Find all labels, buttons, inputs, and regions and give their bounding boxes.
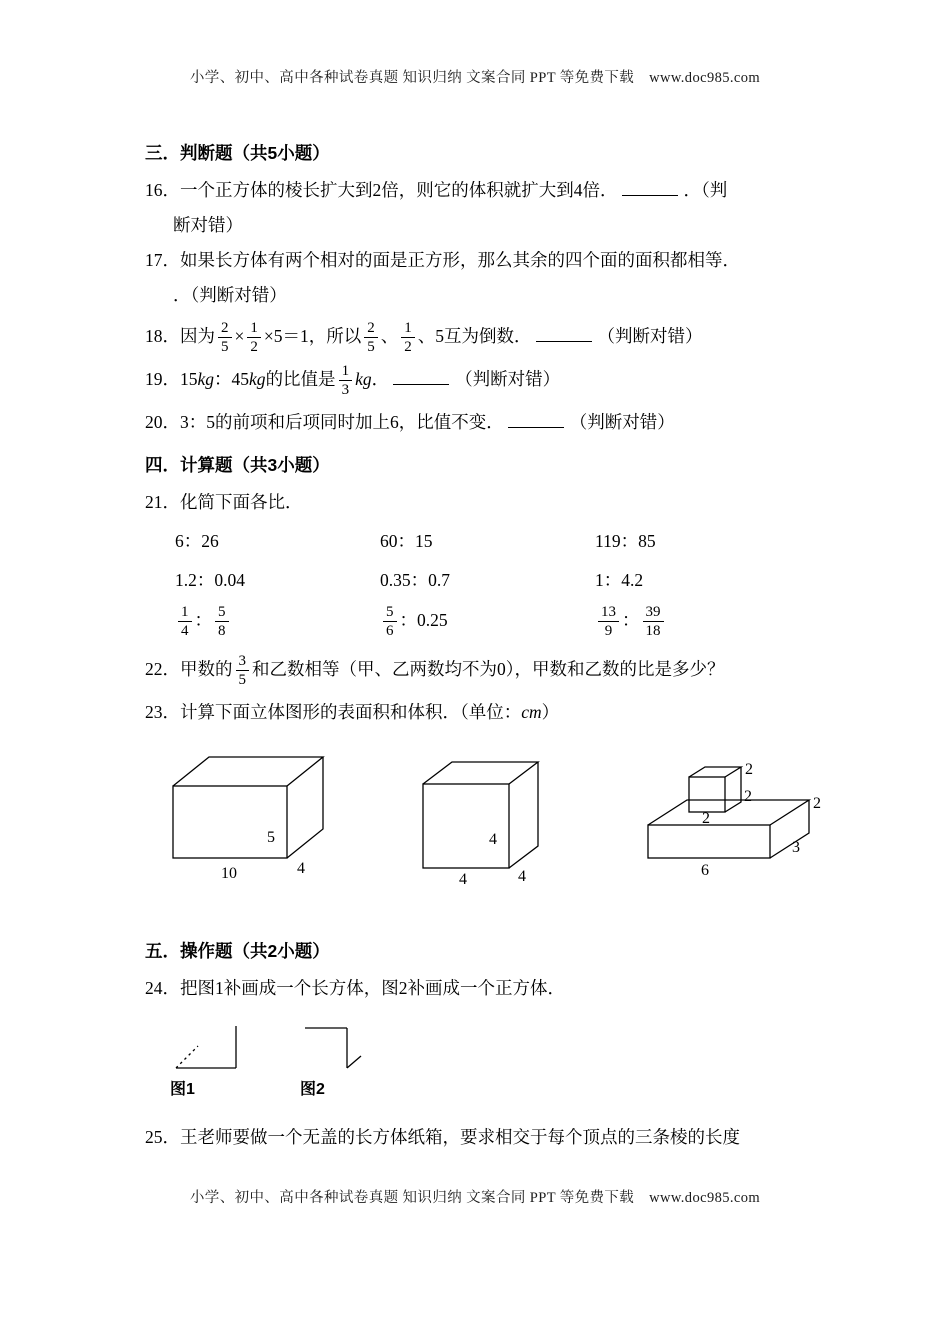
fraction: $\frac{1}{3}$ [339,363,353,399]
text-run: kg [249,368,266,389]
header-promo-text: 小学、初中、高中各种试卷真题 知识归纳 文案合同 PPT 等免费下载 www.doc985.com [189,70,761,86]
cuboid-outline [173,757,323,858]
small-cube-side-label: 2 [744,787,752,805]
answer-blank [536,327,592,342]
text-run: cm [521,701,542,722]
text-run: ．（判 [683,180,728,200]
text-run: 19．15 [145,368,198,389]
section-title-operation: 五．操作题（共2小题） [145,940,330,961]
base-right-label: 2 [813,794,821,812]
text-run: （判断对错） [597,326,703,346]
figure-1-sketch [170,1018,245,1074]
ratio-cell [595,604,823,640]
cube-depth-label: 4 [518,867,526,885]
cube-front-label: 4 [489,830,497,848]
fraction: $\frac{5}{8}$ [215,604,229,640]
footer-promo-text: 小学、初中、高中各种试卷真题 知识归纳 文案合同 PPT 等免费下载 www.doc985.com [189,1190,761,1206]
question-19 [145,362,823,399]
text-run: ：45 [214,368,250,389]
fraction: $\frac{1}{2}$ [247,320,261,356]
ratio-cell [175,526,380,556]
text-run: 60：15 [380,530,433,551]
text-run: 22．甲数的 [145,658,233,679]
base-length-label: 6 [701,861,709,879]
question-16 [145,173,823,243]
figure-1-block [170,1018,245,1100]
figure-1-lines [176,1026,236,1068]
question-25 [145,1120,823,1155]
text-run: × [234,326,245,346]
section-title-calculation: 四．计算题（共3小题） [145,454,330,475]
text-run: ．（判断对错） [173,285,287,305]
cube-bottom-label: 4 [459,870,467,886]
question-20 [145,405,823,440]
answer-blank [393,370,449,385]
text-run: （判断对错） [569,411,675,432]
text-run: 119：85 [595,530,656,551]
text-run: 0.35：0.7 [380,569,450,590]
figure-2-lines [305,1028,361,1068]
section-title-judgment: 三．判断题（共5小题） [145,143,330,163]
ratio-cell [380,604,595,640]
small-cube-bottom-label: 2 [702,809,710,827]
figure-2-label: 图2 [300,1080,325,1098]
text-run: 18．因为 [145,326,215,346]
question-18 [145,319,823,356]
text-run: ） [541,701,560,722]
text-run: ： [194,609,212,630]
text-run: 20．3：5的前项和后项同时加上6，比值不变． [145,411,504,432]
solid-figures-row [145,740,823,908]
cuboid-height-label: 5 [267,828,275,846]
answer-blank [508,413,564,428]
text-run: 和乙数相等（甲、乙两数均不为0），甲数和乙数的比是多少？ [252,658,725,679]
text-run: 17．如果长方体有两个相对的面是正方形，那么其余的四个面的面积都相等． [145,250,740,270]
question-21 [145,485,823,520]
base-depth-label: 3 [792,838,800,856]
text-run: ． [371,368,390,389]
small-cube-top-label: 2 [745,760,753,778]
ratio-cell [175,604,380,640]
ratio-cell [595,565,823,595]
composite-solid-figure [643,740,833,880]
text-run: kg [197,368,215,389]
cuboid-depth-label: 4 [297,859,305,877]
ratio-cell [380,526,595,556]
cuboid-length-label: 10 [221,864,237,882]
text-run: 1：4.2 [595,569,644,590]
text-run: ： [622,609,640,630]
fraction: $\frac{2}{5}$ [218,320,232,356]
composite-outline [648,767,809,858]
text-run: 、 [380,326,399,346]
figure-1-label: 图1 [170,1080,195,1098]
figure-2-block [300,1018,370,1100]
text-run: 1.2：0.04 [175,569,245,590]
fraction: $\frac{13}{9}$ [598,604,619,640]
text-run: （判断对错） [455,368,561,389]
figure-2-sketch [300,1018,370,1074]
text-run: ：0.25 [399,609,448,630]
text-run: 23．计算下面立体图形的表面积和体积．（单位： [145,701,522,722]
text-run: 24．把图1补画成一个长方体，图2补画成一个正方体． [145,977,565,998]
fraction: $\frac{5}{6}$ [383,604,397,640]
cube-outline [423,762,538,868]
fraction: $\frac{3}{5}$ [236,653,250,689]
question-24 [145,971,823,1006]
cuboid-figure [167,750,347,882]
fraction: $\frac{1}{2}$ [401,320,415,356]
text-run: 断对错） [173,215,243,235]
ratio-cell [175,565,380,595]
fraction: $\frac{1}{4}$ [178,604,192,640]
drawing-figures-row [170,1018,823,1100]
text-run: 16．一个正方体的棱长扩大到2倍，则它的体积就扩大到4倍． [145,180,618,200]
ratio-cell [380,565,595,595]
cube-figure [415,754,565,886]
text-run: ×5＝1，所以 [263,326,362,346]
text-run: kg [355,368,372,389]
text-run: 25．王老师要做一个无盖的长方体纸箱，要求相交于每个顶点的三条棱的长度 [145,1126,740,1147]
text-run: 、5互为倒数． [417,326,532,346]
ratio-simplify-grid [175,526,823,640]
question-22 [145,652,823,689]
document-content [145,136,823,1155]
question-23 [145,695,823,730]
text-run: 的比值是 [265,368,336,389]
text-run: 6：26 [175,530,219,551]
question-17 [145,243,823,313]
ratio-cell [595,526,823,556]
answer-blank [622,181,678,196]
fraction: $\frac{2}{5}$ [364,320,378,356]
text-run: 21．化简下面各比． [145,491,303,512]
fraction: $\frac{39}{18}$ [643,604,664,640]
